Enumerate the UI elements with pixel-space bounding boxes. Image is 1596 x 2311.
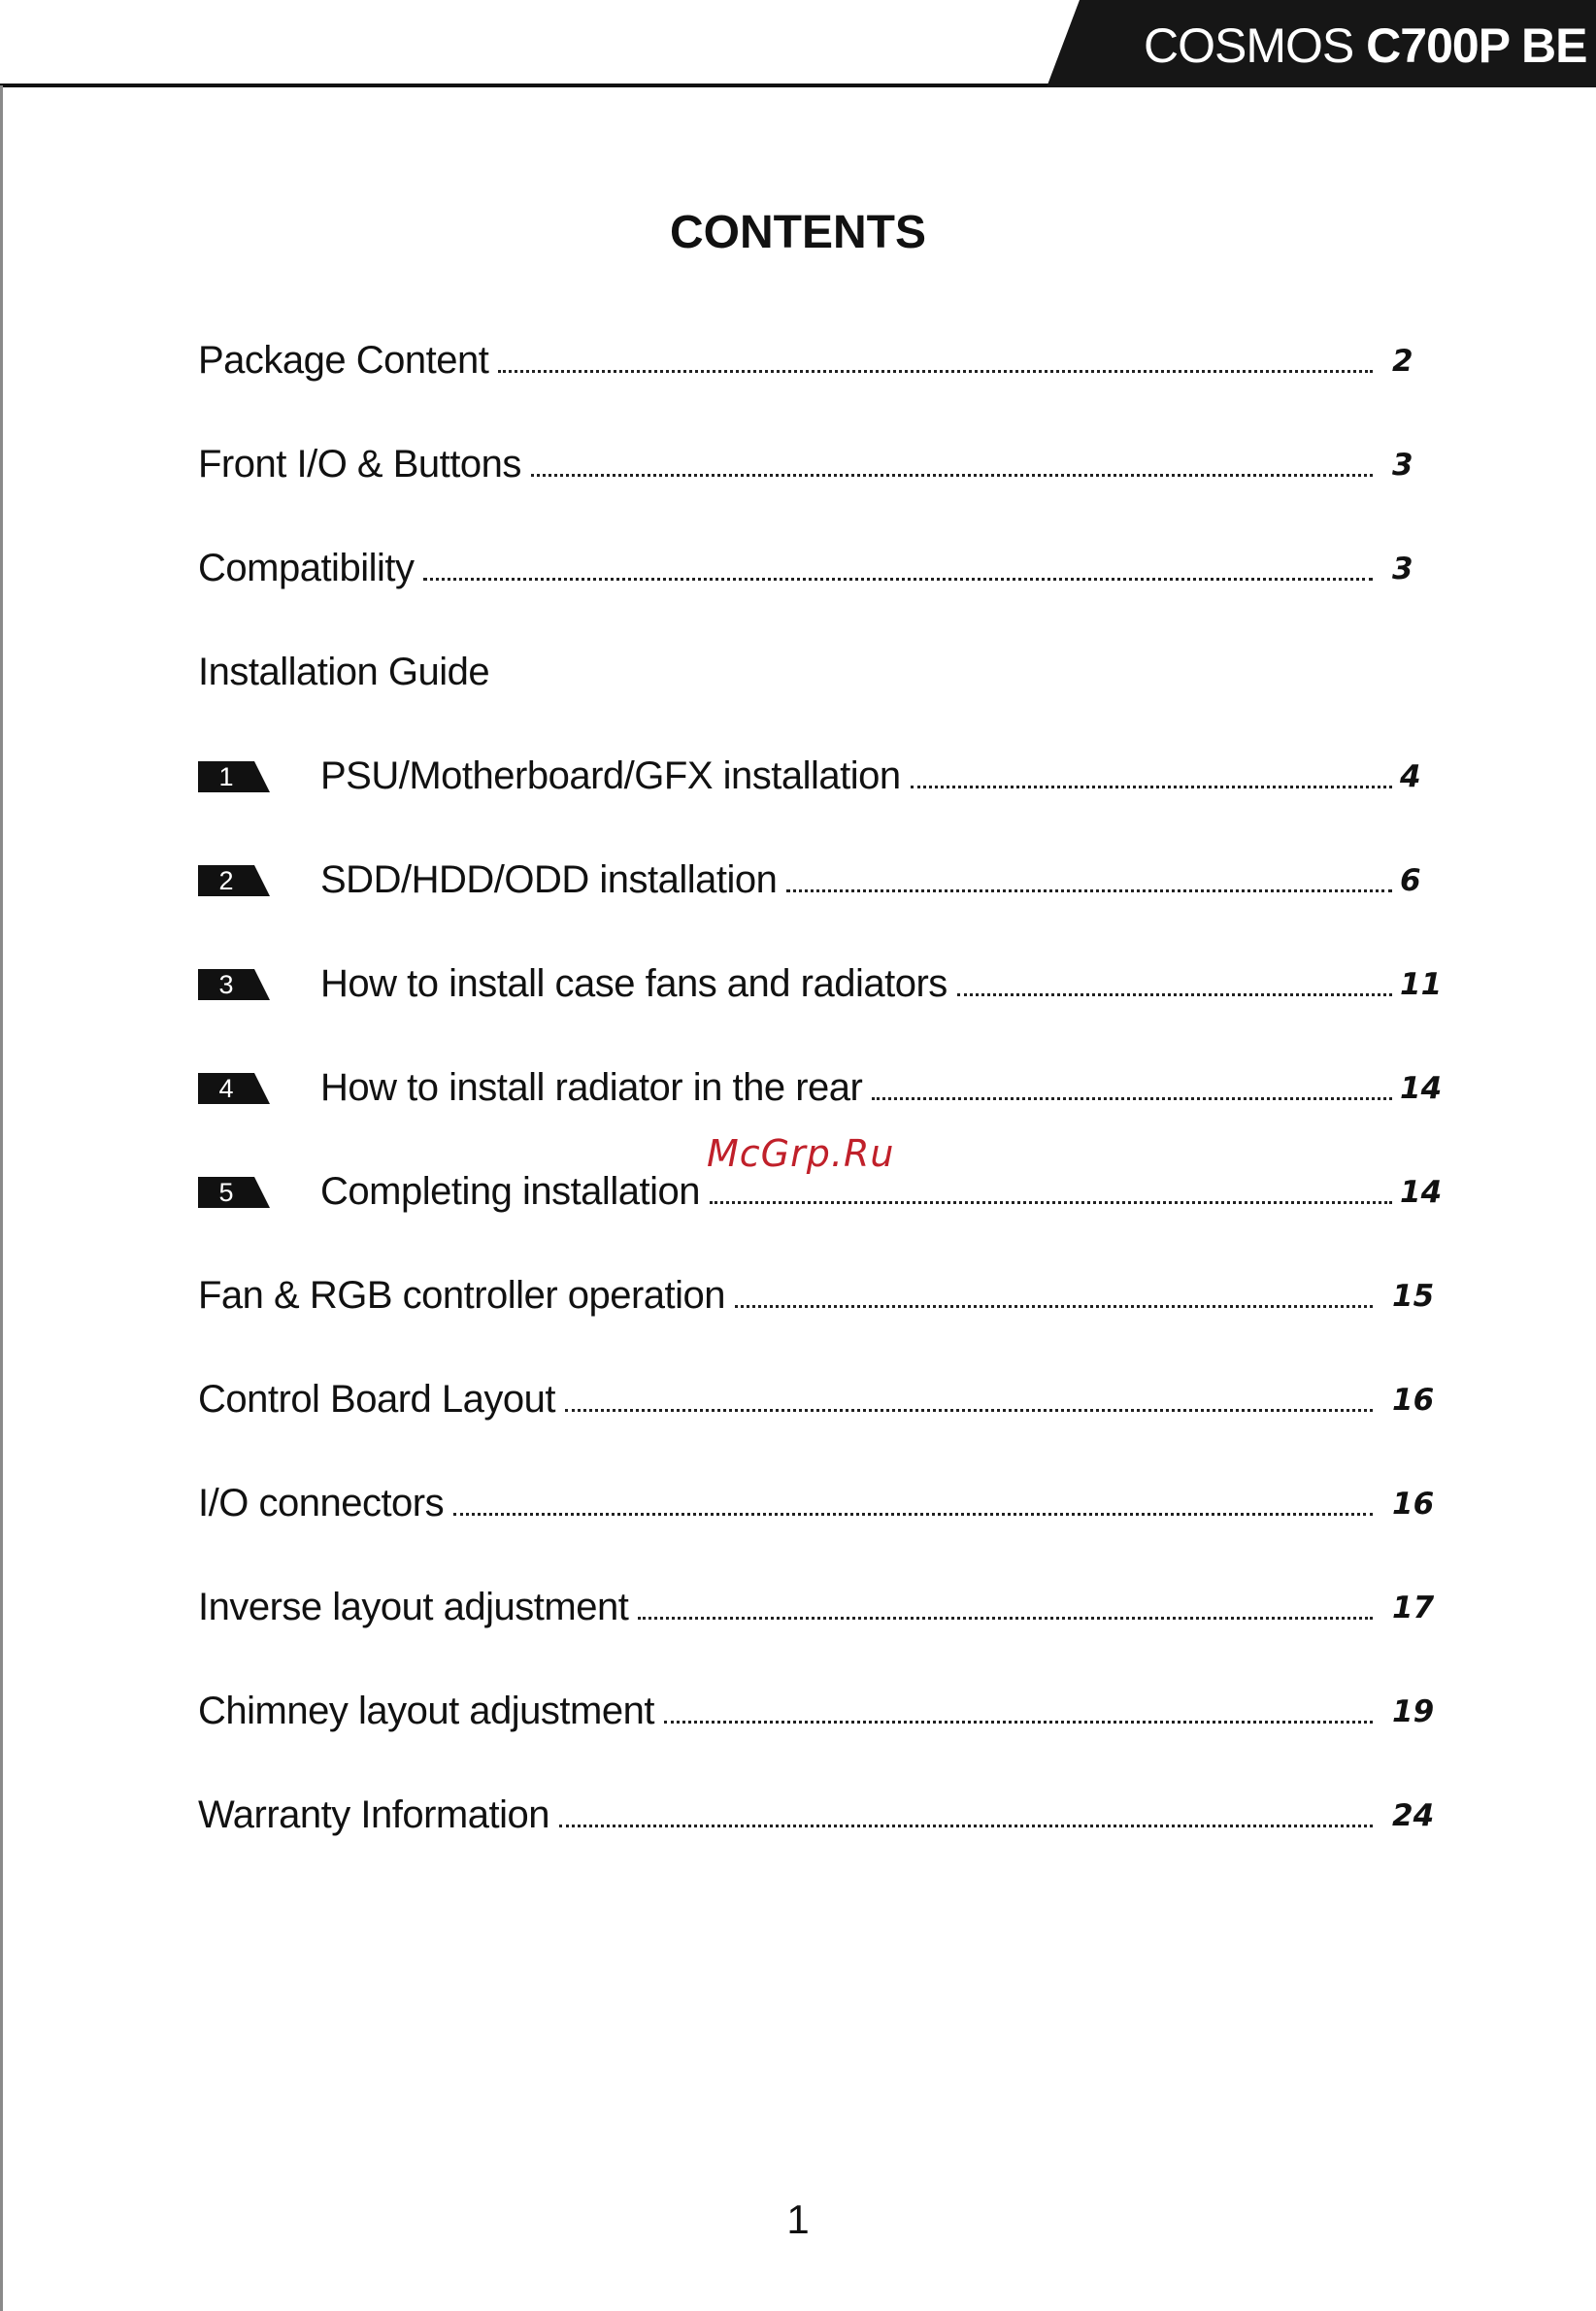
dot-leader bbox=[565, 1397, 1373, 1412]
toc-entry-label: Chimney layout adjustment bbox=[198, 1690, 654, 1732]
dot-leader bbox=[638, 1605, 1373, 1620]
table-of-contents bbox=[198, 309, 1450, 1867]
toc-entry-compatibility[interactable] bbox=[198, 517, 1450, 620]
page-number: 1 bbox=[786, 2196, 810, 2242]
toc-entry-page: 15 bbox=[1392, 1278, 1435, 1314]
dot-leader bbox=[786, 878, 1392, 892]
toc-entry-package-content[interactable] bbox=[198, 309, 1450, 413]
toc-entry-label: PSU/Motherboard/GFX installation bbox=[320, 754, 901, 797]
toc-entry-label: Compatibility bbox=[198, 547, 415, 589]
toc-entry-page: 24 bbox=[1392, 1797, 1435, 1833]
toc-entry-label: How to install case fans and radiators bbox=[320, 962, 948, 1005]
dot-leader bbox=[423, 566, 1373, 581]
toc-entry-fan-rgb-controller[interactable] bbox=[198, 1244, 1450, 1348]
step-number: 2 bbox=[218, 865, 234, 895]
toc-entry-chimney-layout[interactable] bbox=[198, 1659, 1450, 1763]
toc-entry-page: 17 bbox=[1392, 1590, 1435, 1625]
toc-entry-page: 14 bbox=[1400, 1174, 1443, 1210]
toc-entry-label: SDD/HDD/ODD installation bbox=[320, 858, 778, 901]
step-number-badge bbox=[198, 969, 270, 1000]
toc-entry-label: Fan & RGB controller operation bbox=[198, 1274, 726, 1317]
toc-entry-inverse-layout[interactable] bbox=[198, 1556, 1450, 1659]
dot-leader bbox=[735, 1293, 1373, 1308]
dot-leader bbox=[872, 1086, 1392, 1100]
toc-entry-control-board[interactable] bbox=[198, 1348, 1450, 1452]
toc-entry-page: 2 bbox=[1392, 343, 1413, 379]
dot-leader bbox=[957, 982, 1392, 996]
toc-step-2[interactable] bbox=[198, 828, 1450, 932]
header-product-name bbox=[1144, 12, 1586, 80]
toc-entry-label: Warranty Information bbox=[198, 1793, 549, 1836]
toc-entry-label: Control Board Layout bbox=[198, 1378, 556, 1421]
step-number: 1 bbox=[218, 761, 234, 791]
toc-entry-front-io[interactable] bbox=[198, 413, 1450, 517]
toc-entry-page: 6 bbox=[1400, 862, 1421, 898]
dot-leader bbox=[453, 1501, 1373, 1516]
step-number-badge bbox=[198, 865, 270, 896]
toc-entry-page: 3 bbox=[1392, 551, 1413, 586]
toc-entry-page: 14 bbox=[1400, 1070, 1443, 1106]
page-title: CONTENTS bbox=[670, 207, 926, 258]
step-number-badge bbox=[198, 761, 270, 792]
toc-entry-label: How to install radiator in the rear bbox=[320, 1066, 863, 1109]
toc-entry-page: 3 bbox=[1392, 447, 1413, 483]
dot-leader bbox=[531, 462, 1373, 477]
toc-step-3[interactable] bbox=[198, 932, 1450, 1036]
step-number-badge bbox=[198, 1177, 270, 1208]
toc-entry-page: 16 bbox=[1392, 1382, 1435, 1418]
toc-entry-page: 19 bbox=[1392, 1693, 1435, 1729]
dot-leader bbox=[664, 1709, 1373, 1724]
header-banner bbox=[1047, 0, 1596, 87]
toc-entry-warranty[interactable] bbox=[198, 1763, 1450, 1867]
header-model: C700P BE bbox=[1366, 18, 1587, 73]
dot-leader bbox=[911, 774, 1392, 788]
page-edge bbox=[0, 85, 3, 2311]
watermark: McGrp.Ru bbox=[707, 1132, 895, 1175]
toc-entry-label: Inverse layout adjustment bbox=[198, 1586, 629, 1628]
step-number: 4 bbox=[218, 1073, 234, 1103]
toc-entry-page: 11 bbox=[1400, 966, 1443, 1002]
toc-entry-page: 16 bbox=[1392, 1486, 1435, 1522]
toc-entry-page: 4 bbox=[1400, 758, 1421, 794]
step-number: 3 bbox=[218, 969, 234, 999]
toc-step-1[interactable] bbox=[198, 724, 1450, 828]
step-number: 5 bbox=[218, 1177, 234, 1207]
toc-section-installation-guide bbox=[198, 620, 1450, 724]
dot-leader bbox=[559, 1813, 1373, 1827]
toc-entry-label: Package Content bbox=[198, 339, 489, 382]
toc-entry-label: Front I/O & Buttons bbox=[198, 443, 521, 486]
dot-leader bbox=[498, 358, 1373, 373]
toc-entry-label: Completing installation bbox=[320, 1170, 700, 1213]
header-brand: COSMOS bbox=[1144, 18, 1354, 73]
toc-step-4[interactable] bbox=[198, 1036, 1450, 1140]
step-number-badge bbox=[198, 1073, 270, 1104]
toc-section-label: Installation Guide bbox=[198, 651, 490, 693]
toc-entry-io-connectors[interactable] bbox=[198, 1452, 1450, 1556]
toc-entry-label: I/O connectors bbox=[198, 1482, 445, 1524]
dot-leader bbox=[710, 1189, 1392, 1204]
